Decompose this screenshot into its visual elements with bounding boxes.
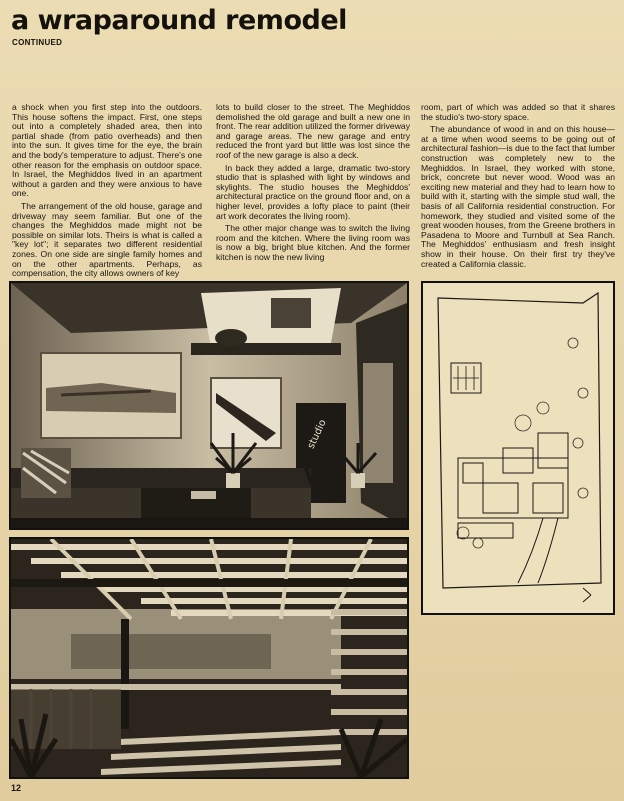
text-column-1 [12,103,202,282]
continued-label: CONTINUED [12,38,63,47]
paragraph: a shock when you first step into the outdoors. This house softens the impact. First, one steps out into a completely shaded area, then into partial shade (from patio overheads) and then into the sun. It gives time for the eye, the brain and the body's temperature to adjust. There's one other reason for the emphasis on outdoor space. In Israel, the Meghiddos lived in an apartment without a garden and they were anxious to have one. [12,102,202,199]
studio-sign: studio [305,418,329,451]
page-number: 12 [11,783,22,793]
paragraph: room, part of which was added so that it shares the studio's two-story space. [421,102,615,122]
site-plan-drawing [421,281,615,615]
paragraph: lots to build closer to the street. The Meghiddos demolished the old garage and built a new one in front. The rear addition utilized the former driveway and garage areas. The new garage and entry reduced the front yard but little was lost since the roof of the new garage is also a deck. [216,102,410,160]
paragraph: The abundance of wood in and on this house—at a time when wood seems to be going out of architectural fashion—is due to the fact that lumber construction was completely new to the Meghiddos. In Israel, they worked with stone, brick, concrete but never wood. Wood was an exciting new material and they had to learn how to build with it, starting with the simple stud wall, the basis of all California residential construction. For homework, they studied and visited some of the great wooden houses, from the Greene brothers in Pasadena to Moore and Turnbull at Sea Ranch. The Meghiddos' enthusiasm and fresh insight show in their house. On their first try they've created a California classic. [421,124,615,269]
deck-photo [9,537,409,779]
living-room-photo [9,281,409,530]
paragraph: The arrangement of the old house, garage and driveway may seem familiar. But one of the changes the Meghiddos made might not be possible on similar lots. Theirs is what is called a "key lot"; it separates two different residential zones. On one side are single family homes and on the other apartments. Perhaps, as compensation, the city allows owners of key [12,200,202,279]
article-title: a wraparound remodel [11,5,347,36]
text-column-2 [216,103,410,266]
paragraph: In back they added a large, dramatic two-story studio that is splashed with light by windows and skylights. The studio houses the Meghiddos' architectural practice on the ground floor and, on a higher level, provides a lofty place to paint (their art work decorates the living room). [216,162,410,221]
text-column-3 [421,103,615,272]
paragraph: The other major change was to switch the living room and the kitchen. Where the living room was is now a big, bright blue kitchen. And the former kitchen is now the new living [216,223,410,262]
